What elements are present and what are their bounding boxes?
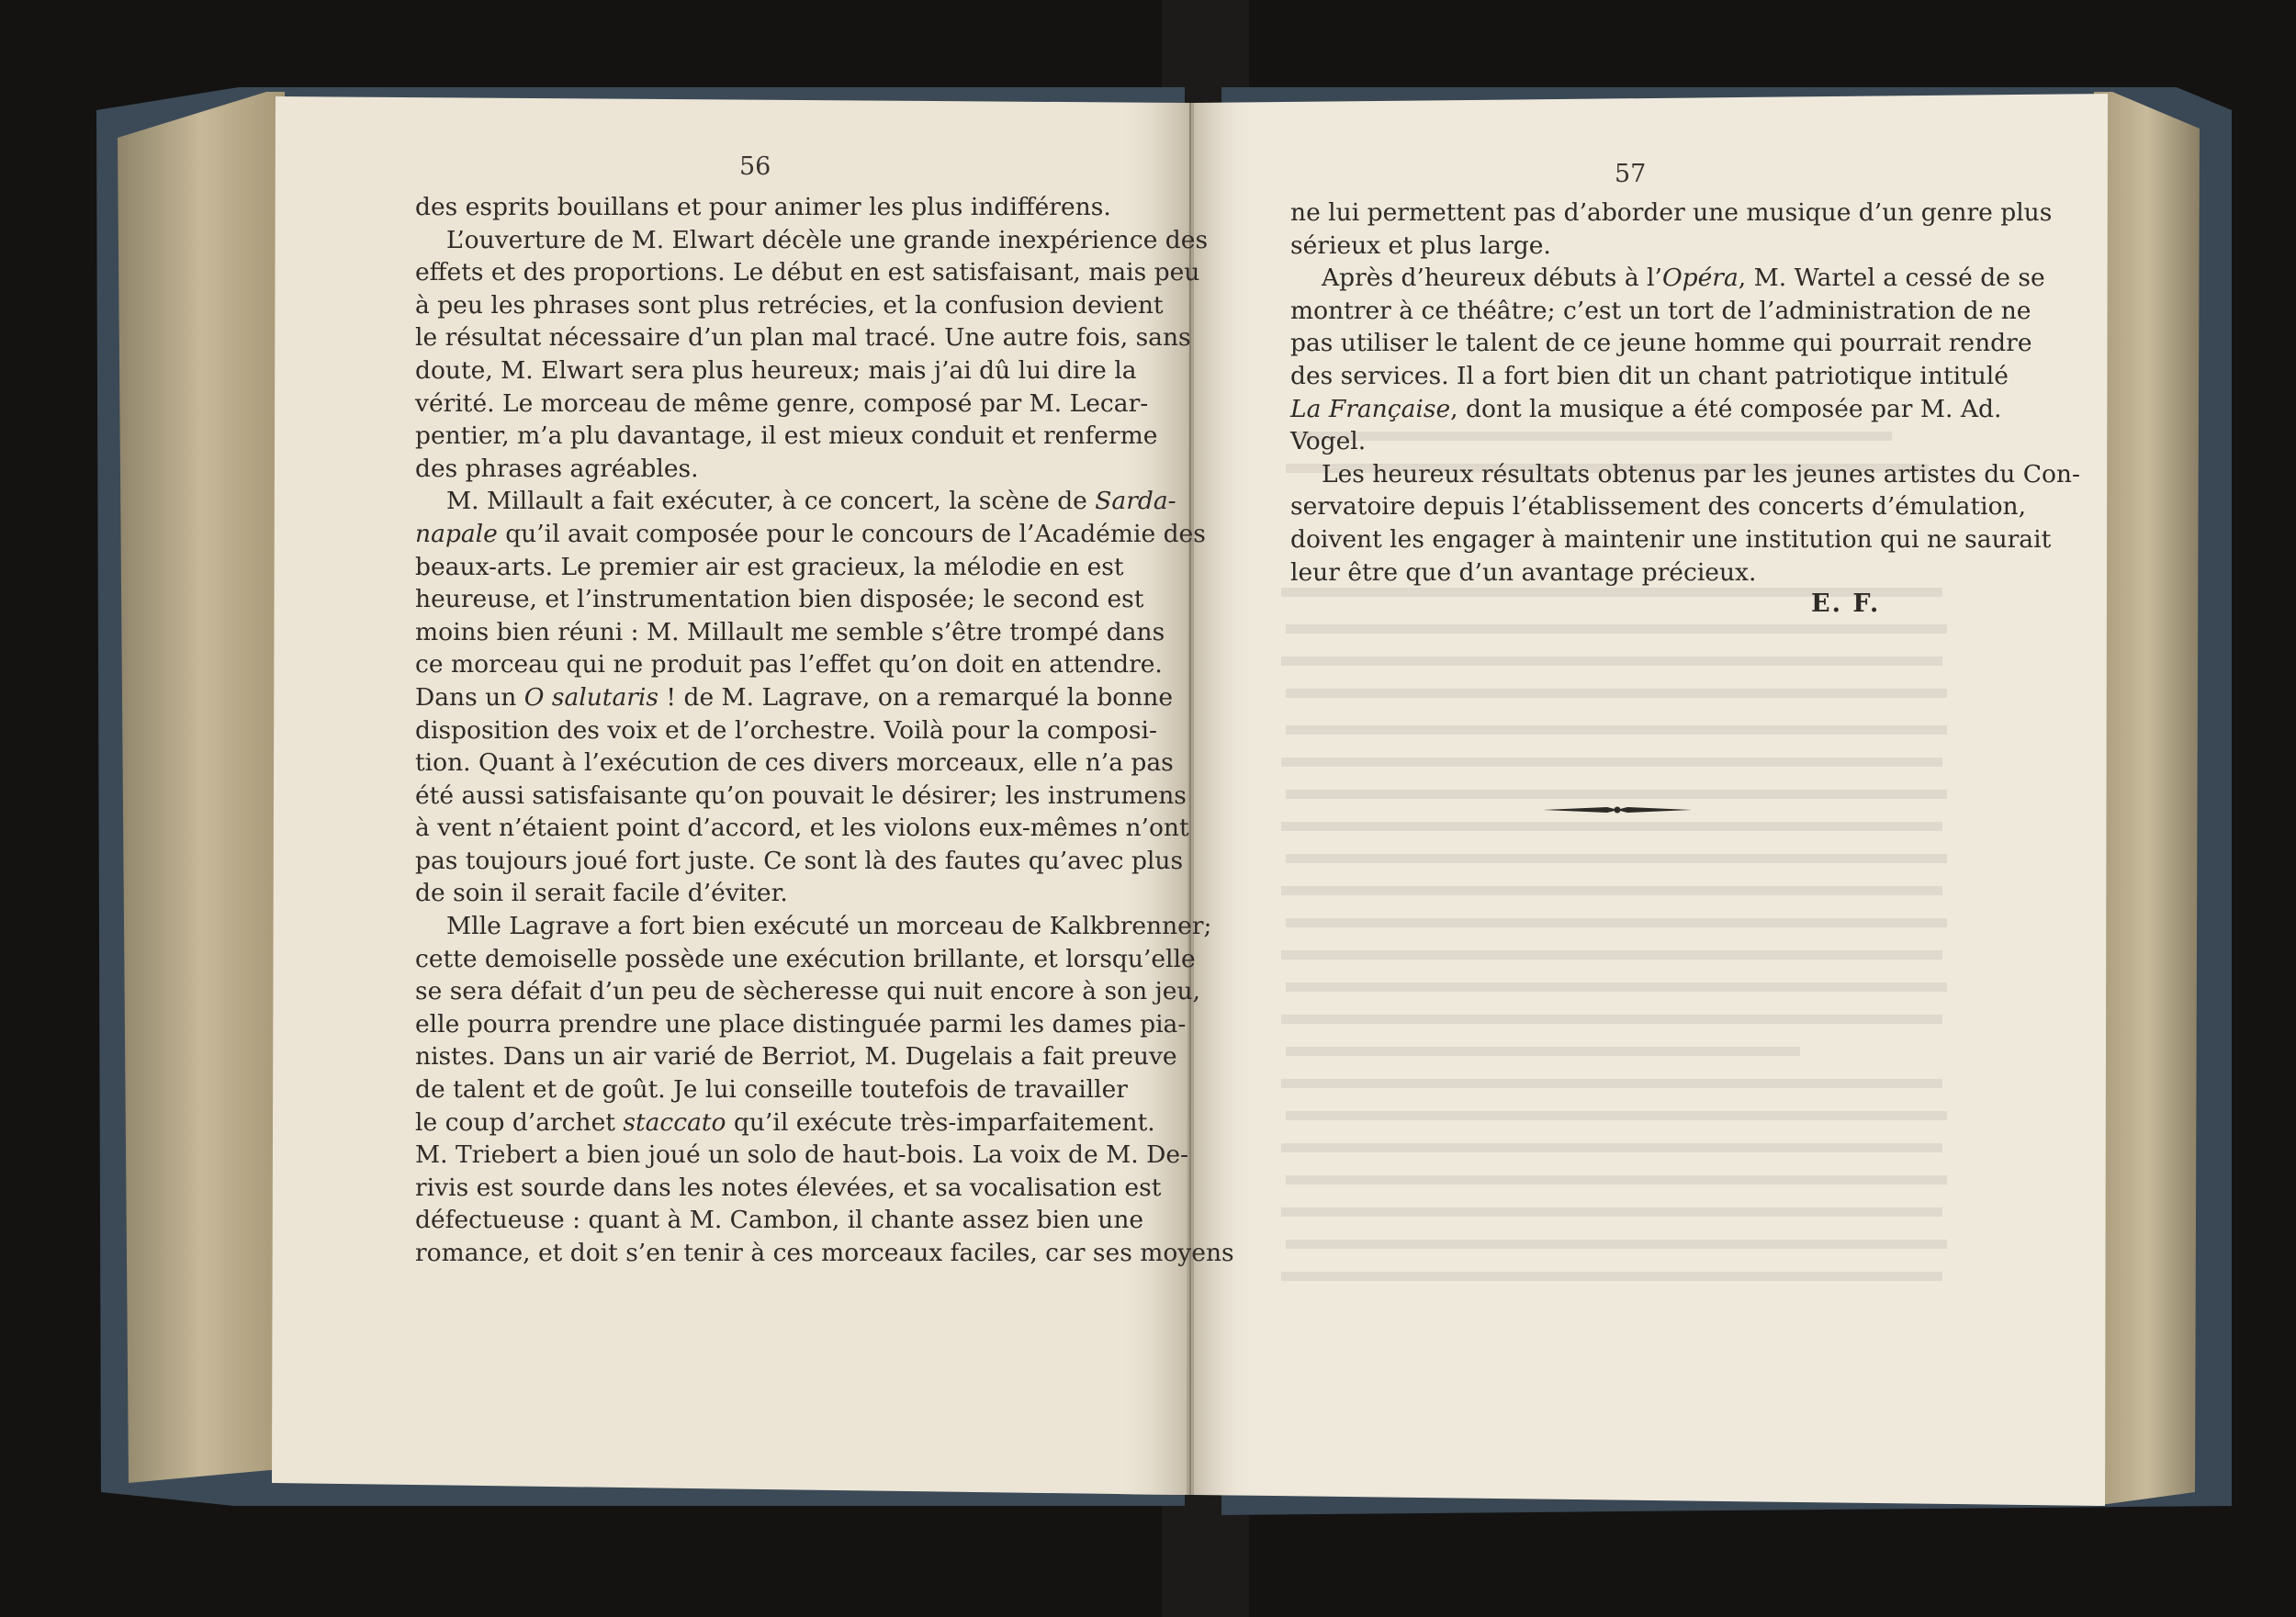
- text-line: le coup d’archet staccato qu’il exécute très-imparfaitement.: [415, 1107, 1155, 1137]
- text-line: leur être que d’un avantage précieux.: [1290, 557, 1757, 587]
- page-number-right: 57: [1615, 160, 1647, 188]
- text-line: servatoire depuis l’établissement des concerts d’émulation,: [1290, 492, 2027, 522]
- text-line: été aussi satisfaisante qu’on pouvait le désirer; les instrumens: [415, 780, 1187, 810]
- text-line: de talent et de goût. Je lui conseille toutefois de travailler: [415, 1075, 1128, 1105]
- text-line: le résultat nécessaire d’un plan mal tracé. Une autre fois, sans: [415, 323, 1191, 353]
- text-line: Dans un O salutaris ! de M. Lagrave, on a remarqué la bonne: [415, 682, 1174, 712]
- text-line: défectueuse : quant à M. Cambon, il chante assez bien une: [415, 1206, 1144, 1235]
- signature-initials: E. F.: [1811, 590, 1881, 618]
- text-line: Mlle Lagrave a fort bien exécuté un morceau de Kalkbrenner;: [446, 912, 1212, 941]
- text-line: sérieux et plus large.: [1290, 230, 1551, 260]
- text-line: pas toujours joué fort juste. Ce sont là des fautes qu’avec plus: [415, 846, 1184, 875]
- text-line: effets et des proportions. Le début en est satisfaisant, mais peu: [415, 258, 1200, 287]
- text-line: cette demoiselle possède une exécution brillante, et lorsqu’elle: [415, 944, 1196, 973]
- text-line: tion. Quant à l’exécution de ces divers morceaux, elle n’a pas: [415, 748, 1174, 778]
- text-line: nistes. Dans un air varié de Berriot, M. Dugelais a fait preuve: [415, 1042, 1177, 1072]
- text-line: à vent n’étaient point d’accord, et les violons eux-mêmes n’ont: [415, 814, 1189, 843]
- text-line: se sera défait d’un peu de sècheresse qui nuit encore à son jeu,: [415, 977, 1200, 1006]
- text-line: Les heureux résultats obtenus par les jeunes artistes du Con-: [1322, 459, 2080, 488]
- text-line: L’ouverture de M. Elwart décèle une grande inexpérience des: [446, 225, 1209, 254]
- text-line: montrer à ce théâtre; c’est un tort de l’administration de ne: [1290, 296, 2032, 325]
- text-line: vérité. Le morceau de même genre, composé par M. Lecar-: [415, 388, 1149, 418]
- left-page-text: [415, 191, 1234, 1270]
- text-line: ne lui permettent pas d’aborder une musique d’un genre plus: [1290, 198, 2053, 227]
- text-line: doute, M. Elwart sera plus heureux; mais j’ai dû lui dire la: [415, 355, 1137, 385]
- text-line: à peu les phrases sont plus retrécies, et la confusion devient: [415, 290, 1164, 320]
- text-line: M. Triebert a bien joué un solo de haut-bois. La voix de M. De-: [415, 1140, 1188, 1170]
- text-line: pas utiliser le talent de ce jeune homme qui pourrait rendre: [1290, 329, 2032, 358]
- text-line: de soin il serait facile d’éviter.: [415, 879, 788, 908]
- text-line: Après d’heureux débuts à l’Opéra, M. Wartel a cessé de se: [1322, 264, 2045, 293]
- page-number-left: 56: [739, 152, 771, 181]
- text-line: romance, et doit s’en tenir à ces morceaux faciles, car ses moyens: [415, 1239, 1234, 1267]
- text-line: moins bien réuni : M. Millault me semble s’être trompé dans: [415, 617, 1165, 646]
- text-line: rivis est sourde dans les notes élevées, et sa vocalisation est: [415, 1173, 1162, 1202]
- text-line: elle pourra prendre une place distinguée parmi les dames pia-: [415, 1009, 1187, 1039]
- text-line: beaux-arts. Le premier air est gracieux, la mélodie en est: [415, 552, 1124, 581]
- text-line: ce morceau qui ne produit pas l’effet qu’on doit en attendre.: [415, 650, 1163, 679]
- text-line: heureuse, et l’instrumentation bien disposée; le second est: [415, 585, 1144, 614]
- text-line: M. Millault a fait exécuter, à ce concert, la scène de Sarda-: [446, 487, 1176, 516]
- right-page-edges: [2094, 92, 2200, 1506]
- text-line: doivent les engager à maintenir une institution qui ne saurait: [1290, 524, 2052, 554]
- text-line: pentier, m’a plu davantage, il est mieux conduit et renferme: [415, 421, 1158, 451]
- text-line: Vogel.: [1290, 427, 1367, 456]
- text-line: La Française, dont la musique a été composée par M. Ad.: [1290, 394, 2002, 423]
- text-line: des services. Il a fort bien dit un chant patriotique intitulé: [1290, 361, 2009, 390]
- text-line: disposition des voix et de l’orchestre. Voilà pour la composi-: [415, 715, 1157, 745]
- text-line: des esprits bouillans et pour animer les plus indifférens.: [415, 193, 1111, 221]
- left-page-edges: [118, 92, 285, 1483]
- right-page-text: [1290, 197, 2080, 589]
- text-line: napale qu’il avait composée pour le concours de l’Académie des: [415, 519, 1206, 548]
- text-line: des phrases agréables.: [415, 454, 699, 483]
